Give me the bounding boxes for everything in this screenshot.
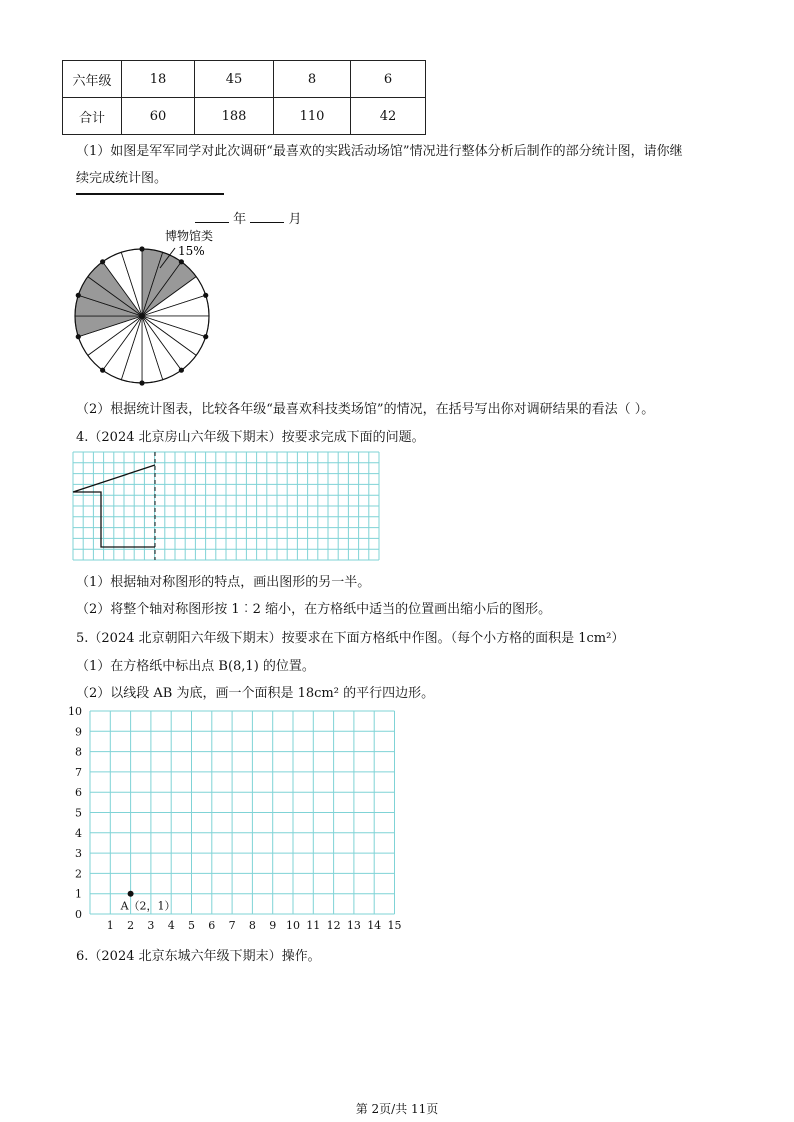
- pie-dot: [100, 368, 105, 373]
- x-tick-label: 1: [106, 919, 114, 932]
- x-tick-label: 6: [208, 919, 216, 932]
- x-tick-label: 5: [188, 919, 195, 932]
- x-tick-label: 2: [127, 919, 135, 932]
- chart-title-year: 年: [233, 212, 247, 227]
- x-tick-label: 15: [387, 919, 402, 932]
- y-tick-label: 9: [75, 725, 82, 739]
- table-cell: 8: [274, 61, 351, 98]
- y-tick-label: 0: [75, 908, 82, 921]
- chart-title-month: 月: [288, 212, 302, 227]
- grid-lines: [90, 711, 395, 914]
- q5-coordinate-grid[interactable]: [60, 706, 410, 938]
- pie-dot: [139, 246, 144, 251]
- table-cell: 60: [122, 98, 195, 135]
- q4-step1: （1）根据轴对称图形的特点，画出图形的另一半。: [76, 575, 371, 590]
- pie-dot: [179, 368, 184, 373]
- q4-grid[interactable]: [73, 452, 387, 560]
- y-tick-label: 10: [68, 705, 82, 718]
- pie-dot: [76, 334, 81, 339]
- y-tick-label: 4: [75, 826, 82, 840]
- q3-part2: （2）根据统计图表，比较各年级“最喜欢科技类场馆”的情况，在括号写出你对调研结果的看法（ ）。: [76, 402, 655, 417]
- y-tick-label: 1: [75, 887, 82, 901]
- q6-heading: 6.（2024 北京东城六年级下期末）操作。: [76, 949, 321, 964]
- pie-dot: [203, 293, 208, 298]
- q4-heading: 4.（2024 北京房山六年级下期末）按要求完成下面的问题。: [76, 430, 425, 445]
- pie-label-name: 博物馆类: [165, 229, 214, 243]
- y-tick-label: 8: [75, 745, 82, 759]
- x-tick-label: 11: [306, 919, 321, 932]
- pie-label-pct: 15%: [178, 244, 205, 258]
- y-tick-label: 3: [75, 847, 82, 861]
- x-axis-ticks: [107, 919, 402, 932]
- x-tick-label: 13: [346, 919, 361, 932]
- q5-step2: （2）以线段 AB 为底，画一个面积是 18cm² 的平行四边形。: [76, 686, 435, 701]
- q5-heading: 5.（2024 北京朝阳六年级下期末）按要求在下面方格纸中作图。（每个小方格的面积是 1cm²）: [76, 631, 625, 646]
- table-cell: 42: [351, 98, 426, 135]
- x-tick-label: 8: [248, 919, 256, 932]
- x-tick-label: 10: [286, 919, 300, 932]
- page-footer: 第 2页/共 11页: [355, 1102, 439, 1116]
- table-cell: 18: [122, 61, 195, 98]
- y-tick-label: 5: [75, 806, 82, 820]
- q4-step2: （2）将整个轴对称图形按 1︰2 缩小，在方格纸中适当的位置画出缩小后的图形。: [76, 602, 552, 617]
- table-cell: 45: [195, 61, 274, 98]
- grid-lines: [73, 452, 379, 560]
- y-tick-label: 2: [75, 867, 82, 881]
- pie-dot: [179, 259, 184, 264]
- table-cell: 6: [351, 61, 426, 98]
- table-row: [63, 98, 426, 135]
- table-cell: 188: [195, 98, 274, 135]
- pie-sectors: [75, 249, 209, 383]
- q3-part1-line1: （1）如图是军军同学对此次调研“最喜欢的实践活动场馆”情况进行整体分析后制作的部分统计图，请你继: [76, 144, 683, 159]
- point-a: [128, 891, 134, 897]
- table-row: [63, 61, 426, 98]
- q3-part1-line2: 续完成统计图。: [76, 171, 168, 186]
- table-cell: 合计: [63, 98, 122, 135]
- y-axis-ticks: [68, 705, 82, 921]
- x-tick-label: 4: [167, 919, 175, 932]
- x-tick-label: 9: [269, 919, 277, 932]
- table-cell: 六年级: [63, 61, 122, 98]
- x-tick-label: 12: [326, 919, 341, 932]
- table-cell: 110: [274, 98, 351, 135]
- pie-dot: [203, 334, 208, 339]
- month-blank[interactable]: [250, 208, 284, 223]
- x-tick-label: 3: [147, 919, 155, 932]
- survey-table: [62, 60, 426, 135]
- y-tick-label: 6: [75, 786, 82, 800]
- x-tick-label: 7: [228, 919, 236, 932]
- y-tick-label: 7: [75, 765, 82, 779]
- pie-dot: [139, 380, 144, 385]
- divider: [76, 193, 224, 195]
- q5-step1: （1）在方格纸中标出点 B(8,1) 的位置。: [76, 659, 315, 674]
- pie-dot: [100, 259, 105, 264]
- pie-chart: [60, 218, 230, 398]
- point-a-label: A（2，1）: [120, 899, 176, 913]
- x-tick-label: 14: [367, 919, 382, 932]
- pie-dot: [76, 293, 81, 298]
